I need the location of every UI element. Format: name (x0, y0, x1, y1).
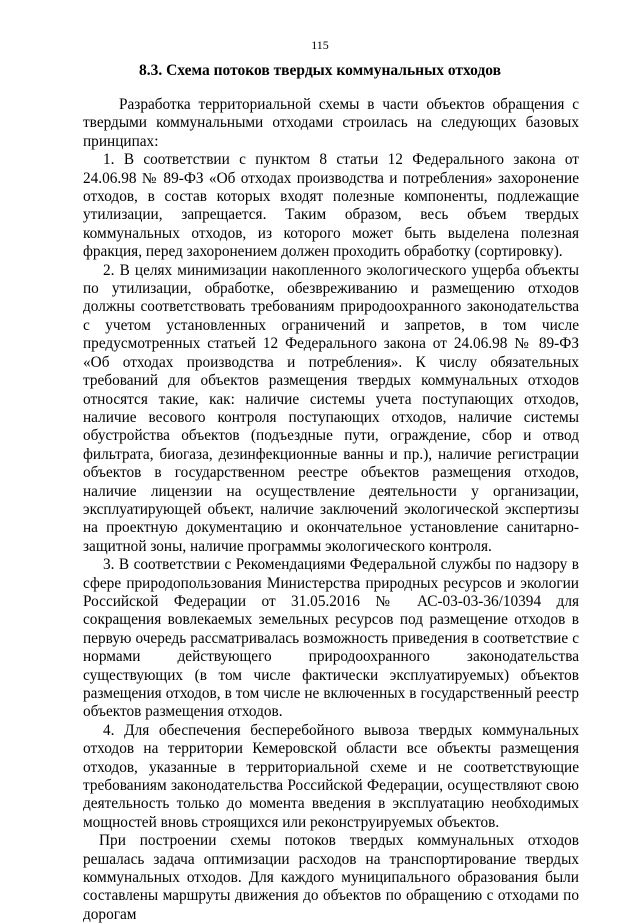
principle-item-2: 2. В целях минимизации накопленного экологического ущерба объекты по утилизации, обработке, обезвреживанию и размещению отходов должны соответствовать требованиям природоохранного законодательства с учетом установленных ограничений и запретов, в том числе предусмотренных статьей 12 Федерального закона от 24.06.98 № 89-ФЗ «Об отходах производства и потребления». К числу обязательных требований для объектов размещения твердых коммунальных отходов относятся такие, как: наличие системы учета поступающих отходов, наличие весового контроля поступающих отходов, наличие системы обустройства объектов (подъездные пути, ограждение, сбор и отвод фильтрата, биогаза, дезинфекционные ванны и пр.), наличие регистрации объектов в государственном реестре объектов размещения отходов, наличие лицензии на осуществление деятельности у организации, эксплуатирующей объект, наличие заключений экологической экспертизы на проектную документацию и окончательное установление санитарно-защитной зоны, наличие программы экологического контроля. (83, 261, 579, 555)
intro-paragraph: Разработка территориальной схемы в части объектов обращения с твердыми коммунальными отходами строилась на следующих базовых принципах: (83, 96, 579, 150)
page-number: 115 (311, 38, 329, 52)
section-heading: 8.3. Схема потоков твердых коммунальных отходов (138, 62, 502, 79)
principle-item-1: 1. В соответствии с пунктом 8 статьи 12 Федерального закона от 24.06.98 № 89-ФЗ «Об отходах производства и потребления» захоронение отходов, в состав которых входят полезные компоненты, подлежащие утилизации, запрещается. Таким образом, весь объем твердых коммунальных отходов, из которого может быть выделена полезная фракция, перед захоронением должен проходить обработку (сортировку). (83, 151, 579, 261)
body-text (83, 96, 579, 924)
principle-item-4: 4. Для обеспечения бесперебойного вывоза твердых коммунальных отходов на территории Кемеровской области все объекты размещения отходов, указанные в территориальной схеме и не соответствующие требованиям законодательства Российской Федерации, осуществляют свою деятельность только до момента введения в эксплуатацию необходимых мощностей вновь строящихся или реконструируемых объектов. (83, 721, 579, 831)
closing-paragraph: При построении схемы потоков твердых коммунальных отходов решалась задача оптимизации расходов на транспортирование твердых коммунальных отходов. Для каждого муниципального образования были составлены маршруты движения до объектов по обращению с отходами по дорогам (83, 832, 579, 923)
principle-item-3: 3. В соответствии с Рекомендациями Федеральной службы по надзору в сфере природопользования Министерства природных ресурсов и экологии Российской Федерации от 31.05.2016 № АС-03-03-36/10394 для сокращения вовлекаемых земельных ресурсов под размещение отходов в первую очередь рассматривалась возможность приведения в соответствие с нормами действующего природоохранного законодательства существующих (в том числе фактически эксплуатируемых) объектов размещения отходов, в том числе не включенных в государственный реестр объектов размещения отходов. (83, 556, 579, 721)
